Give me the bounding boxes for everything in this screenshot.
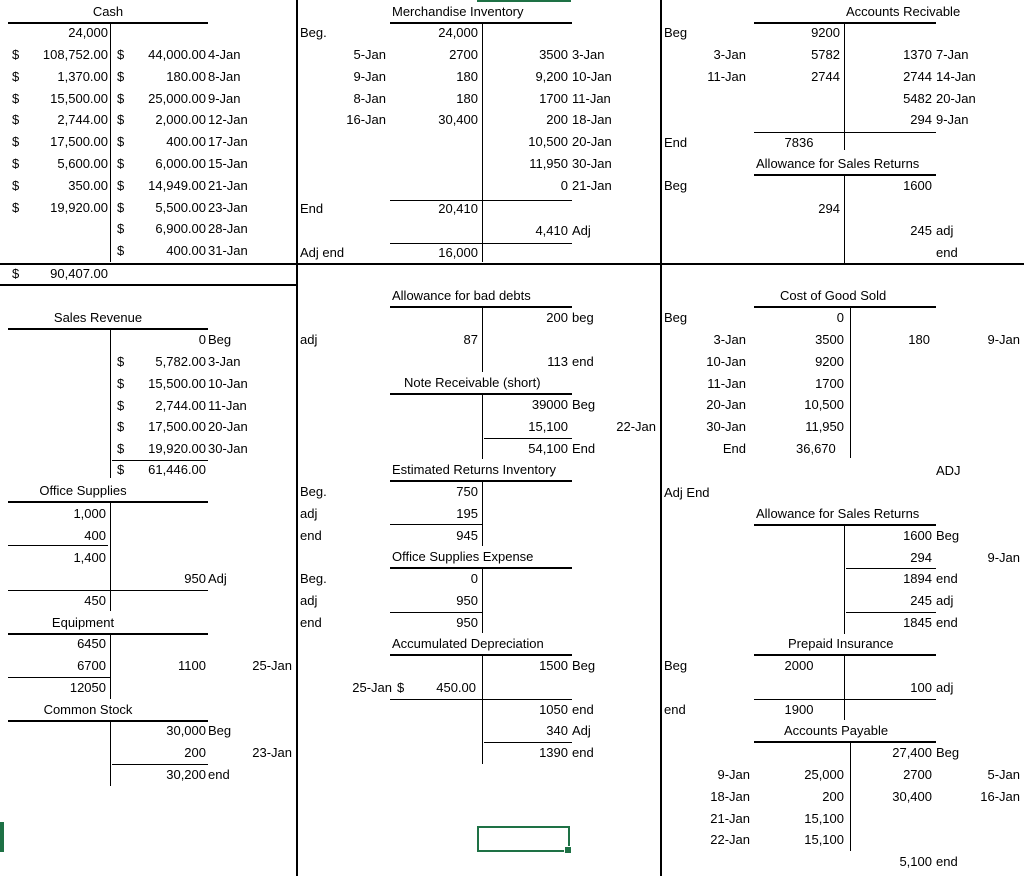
credit-date: 25-Jan: [252, 658, 292, 673]
adj-amount: 87: [463, 332, 478, 347]
beg-label: beg: [572, 310, 594, 325]
t-account-top-rule: [754, 741, 936, 743]
adj-label: ADJ: [936, 463, 961, 478]
subtotal-rule: [112, 764, 208, 765]
end-balance: 113: [547, 354, 568, 369]
credit-amount: 2744: [903, 68, 932, 84]
credit-date: 28-Jan: [208, 221, 248, 237]
debit-date: 11-Jan: [707, 375, 746, 391]
t-account-divider: [482, 393, 483, 459]
credit-date: 3-Jan: [208, 354, 241, 369]
credit-amount: 400.00: [166, 134, 206, 150]
account-title: Allowance for bad debts: [392, 288, 531, 303]
credit-amount: 25,000.00: [148, 90, 206, 106]
credit-amount: 9,200: [535, 68, 568, 84]
debit-amount: 19,920.00: [50, 199, 108, 215]
account-title: Accounts Recivable: [846, 4, 961, 19]
debit-date: 3-Jan: [713, 332, 746, 347]
t-account-top-rule: [390, 480, 572, 482]
beg-label: Beg: [664, 658, 688, 673]
dollar-sign: $: [117, 134, 125, 150]
t-account-divider: [110, 328, 111, 478]
credit-date: 12-Jan: [208, 112, 248, 128]
account-title: Sales Revenue: [53, 310, 143, 325]
adj-end-label: Adj End: [664, 485, 710, 500]
credit-date: 8-Jan: [208, 68, 241, 84]
credit-date: 20-Jan: [572, 134, 612, 150]
t-account-top-rule: [390, 567, 572, 569]
credit-date: 16-Jan: [980, 788, 1020, 804]
account-title: Accumulated Depreciation: [392, 636, 544, 651]
adjusted-end-balance: 1845: [903, 615, 932, 630]
active-cell-selection[interactable]: [477, 826, 570, 852]
credit-amount: 5,782.00: [155, 354, 206, 369]
debit-amount: 15,500.00: [50, 90, 108, 106]
credit-date: 17-Jan: [208, 134, 248, 150]
total-balance: 61,446.00: [148, 462, 206, 477]
credit-amount: 2700: [903, 767, 932, 782]
t-account-divider: [844, 174, 845, 264]
dollar-sign: $: [117, 419, 125, 435]
t-account-divider: [850, 741, 851, 851]
debit-date: 22-Jan: [710, 832, 750, 848]
credit-amount: 180: [908, 332, 930, 347]
adj-label: Adj: [572, 723, 591, 738]
amount: 0: [470, 571, 478, 586]
beg-label: Beg: [208, 723, 232, 738]
account-title: Equipment: [51, 615, 115, 630]
debit-amount: 10,500: [804, 397, 844, 413]
credit-date: 3-Jan: [572, 47, 605, 62]
credit-date: 20-Jan: [936, 90, 976, 106]
debit-amount: 2,744.00: [57, 112, 108, 128]
credit-date: 7-Jan: [936, 47, 969, 62]
end-balance: 7836: [784, 135, 814, 150]
subtotal-rule: [754, 699, 936, 700]
credit-date: 5-Jan: [987, 767, 1020, 782]
end-label: End: [722, 441, 746, 456]
credit-date: 4-Jan: [208, 47, 241, 62]
credit-amount: 30,400: [892, 788, 932, 804]
adj-end-label: Adj end: [300, 245, 345, 260]
adjusted-end-balance: 1390: [539, 745, 568, 760]
dollar-sign: $: [117, 90, 125, 106]
end-balance: 450: [84, 593, 106, 608]
credit-amount: 3500: [539, 47, 568, 62]
adj-label: adj: [936, 223, 954, 238]
debit-amount: 6450: [77, 636, 106, 651]
credit-date: 10-Jan: [572, 68, 612, 84]
debit-date: 9-Jan: [987, 550, 1020, 565]
credit-date: 23-Jan: [208, 199, 248, 215]
debit-date: 30-Jan: [706, 419, 746, 435]
dollar-sign: $: [12, 134, 20, 150]
credit-date: 15-Jan: [208, 156, 248, 171]
debit-amount: 5,600.00: [57, 156, 108, 171]
credit-date: 21-Jan: [572, 177, 612, 193]
dollar-sign: $: [117, 375, 125, 391]
credit-amount: 11,950: [529, 156, 568, 171]
end-label: end: [300, 615, 322, 630]
t-account-top-rule: [754, 654, 936, 656]
t-account-top-rule: [754, 306, 936, 308]
debit-date: 16-Jan: [346, 112, 386, 128]
debit-amount: 1,370.00: [57, 68, 108, 84]
account-title: Estimated Returns Inventory: [392, 462, 557, 477]
adj-amount: 340: [546, 723, 568, 738]
credit-amount: 200: [546, 112, 568, 128]
end-label: end: [300, 528, 322, 543]
credit-amount: 44,000.00: [148, 47, 206, 62]
debit-amount: 15,100: [804, 832, 844, 848]
t-account-divider: [110, 22, 111, 262]
end-label: End: [572, 441, 596, 456]
beg-balance: 27,400: [892, 745, 932, 760]
amount: 945: [456, 527, 478, 543]
beg-balance: 0: [836, 310, 844, 325]
credit-amount: 1100: [178, 658, 206, 673]
amount: 750: [456, 484, 478, 499]
subtotal-rule: [754, 132, 936, 133]
dollar-sign: $: [12, 156, 20, 171]
end-label: end: [936, 854, 958, 869]
dollar-sign: $: [397, 680, 405, 695]
debit-amount: 11,950: [805, 419, 844, 435]
dollar-sign: $: [12, 177, 20, 193]
credit-amount: 5,500.00: [155, 199, 206, 215]
dollar-sign: $: [117, 397, 125, 413]
credit-date: 9-Jan: [208, 90, 241, 106]
cash-balance: 90,407.00: [50, 266, 108, 281]
credit-amount: 15,100: [528, 419, 568, 434]
dollar-sign: $: [117, 177, 125, 193]
t-account-divider: [844, 22, 845, 150]
beg-balance: 2000: [784, 658, 814, 673]
debit-amount: 400: [84, 527, 106, 543]
end-label: end: [572, 354, 594, 369]
adj-amount: 245: [910, 223, 932, 238]
beg-balance: 200: [546, 310, 568, 325]
end-balance: 5,100: [899, 854, 932, 869]
beg-label: Beg: [664, 310, 688, 325]
end-balance: 1050: [539, 702, 568, 717]
credit-date: 21-Jan: [208, 177, 248, 193]
debit-amount: 180: [456, 90, 478, 106]
debit-amount: 2700: [449, 47, 478, 62]
end-balance: 36,670: [796, 441, 836, 456]
subtotal-rule: [390, 699, 572, 700]
adj-label: adj: [936, 593, 954, 608]
debit-amount: 3500: [815, 332, 844, 347]
account-title: Common Stock: [43, 702, 133, 717]
credit-date: 31-Jan: [208, 243, 248, 259]
t-account-top-rule: [390, 393, 572, 395]
dollar-sign: $: [117, 199, 125, 215]
credit-amount: 2,744.00: [155, 397, 206, 413]
end-balance: 20,410: [438, 201, 478, 216]
debit-date: 21-Jan: [710, 810, 750, 826]
account-title: Accounts Payable: [784, 723, 889, 738]
debit-amount: 1,400: [73, 549, 106, 565]
dollar-sign: $: [12, 68, 20, 84]
column-header-highlight: [477, 0, 571, 2]
beg-balance: 1600: [903, 528, 932, 543]
subtotal-rule: [8, 590, 208, 591]
t-account-divider: [482, 306, 483, 372]
beg-label: Beg.: [300, 571, 327, 586]
dollar-sign: $: [12, 266, 20, 281]
adj-label: adj: [300, 506, 318, 521]
t-account-divider: [482, 654, 483, 764]
credit-amount: 10,500: [528, 134, 568, 150]
subtotal-rule: [846, 612, 936, 613]
end-label: end: [664, 702, 686, 717]
beg-balance: 1500: [539, 658, 568, 673]
amount: 950: [456, 614, 478, 630]
debit-date: 3-Jan: [713, 47, 746, 62]
account-title: Office Supplies: [39, 483, 127, 498]
credit-date: 30-Jan: [572, 156, 612, 171]
debit-amount: 1700: [815, 375, 844, 391]
adj-label: adj: [300, 593, 318, 608]
beg-label: Beg: [664, 25, 688, 40]
debit-amount: 108,752.00: [42, 47, 108, 62]
debit-amount: 294: [910, 550, 932, 565]
end-label: end: [208, 767, 230, 782]
section-divider: [0, 263, 1024, 265]
opening-balance: 24,000: [68, 25, 108, 40]
debit-amount: 294: [818, 201, 840, 216]
beg-balance: 30,000: [166, 723, 206, 738]
debit-date: 20-Jan: [706, 397, 746, 413]
credit-amount: 400.00: [166, 243, 206, 259]
end-balance: 1894: [903, 571, 932, 586]
amount: 950: [456, 592, 478, 608]
beg-label: Beg: [664, 178, 688, 193]
credit-date: 18-Jan: [572, 112, 612, 128]
adj-label: Adj: [572, 223, 591, 238]
credit-date: 20-Jan: [208, 419, 248, 435]
credit-amount: 19,920.00: [148, 441, 206, 457]
debit-amount: 30,400: [438, 112, 478, 128]
credit-amount: 0: [560, 177, 568, 193]
debit-amount: 1,000: [73, 506, 106, 521]
adj-amount: 4,410: [535, 223, 568, 238]
beg-label: Beg: [208, 332, 232, 347]
adj-end-balance: 16,000: [438, 245, 478, 260]
t-account-top-rule: [754, 524, 936, 526]
subtotal-rule: [390, 524, 482, 525]
adj-label: adj: [300, 332, 318, 347]
dollar-sign: $: [12, 199, 20, 215]
beg-label: Beg.: [300, 25, 327, 40]
end-label: end: [572, 745, 594, 760]
beg-label: Beg: [572, 397, 596, 412]
dollar-sign: $: [117, 221, 125, 237]
t-account-top-rule: [390, 306, 572, 308]
dollar-sign: $: [117, 462, 125, 477]
account-title: Office Supplies Expense: [392, 549, 534, 564]
section-divider: [660, 0, 662, 876]
adj-amount: 100: [910, 680, 932, 695]
end-balance: 54,100: [528, 441, 568, 456]
credit-amount: 6,000.00: [155, 156, 206, 171]
amount: 195: [456, 505, 478, 521]
debit-amount: 15,100: [804, 810, 844, 826]
credit-date: 30-Jan: [208, 441, 248, 457]
subtotal-rule: [8, 545, 108, 546]
end-balance: 1900: [784, 702, 814, 717]
account-title: Merchandise Inventory: [392, 4, 524, 19]
debit-date: 25-Jan: [352, 680, 392, 695]
end-label: End: [300, 201, 324, 216]
debit-date: 5-Jan: [353, 47, 386, 62]
adj-amount: 950: [184, 571, 206, 586]
credit-date: 23-Jan: [252, 745, 292, 760]
dollar-sign: $: [12, 47, 20, 62]
row-header-highlight: [0, 822, 4, 852]
debit-amount: 25,000: [804, 767, 844, 782]
debit-date: 8-Jan: [353, 90, 386, 106]
end-label: end: [936, 571, 958, 586]
dollar-sign: $: [12, 90, 20, 106]
credit-amount: 1700: [539, 90, 568, 106]
debit-amount: 450.00: [436, 680, 476, 695]
credit-date: 9-Jan: [936, 112, 969, 128]
dollar-sign: $: [117, 68, 125, 84]
t-account-divider: [850, 306, 851, 458]
credit-amount: 180.00: [166, 68, 206, 84]
t-account-divider: [110, 501, 111, 611]
beg-label: Beg: [936, 528, 960, 543]
beg-balance: 9200: [811, 25, 840, 40]
beg-balance: 24,000: [438, 25, 478, 40]
account-title: Cash: [92, 4, 124, 19]
credit-amount: 6,900.00: [155, 221, 206, 237]
beg-label: Beg: [572, 658, 596, 673]
beg-balance: 39000: [531, 397, 568, 412]
subtotal-rule: [846, 568, 936, 569]
t-account-divider: [482, 567, 483, 633]
credit-amount: 17,500.00: [148, 419, 206, 435]
end-label: end: [936, 245, 958, 260]
debit-amount: 180: [456, 68, 478, 84]
debit-amount: 17,500.00: [50, 134, 108, 150]
credit-amount: 14,949.00: [148, 177, 206, 193]
t-account-divider: [844, 524, 845, 634]
end-label: end: [572, 702, 594, 717]
debit-date: 11-Jan: [707, 68, 746, 84]
debit-date: 10-Jan: [706, 353, 746, 369]
t-account-divider: [844, 654, 845, 720]
adj-label: adj: [936, 680, 954, 695]
subtotal-rule: [484, 438, 572, 439]
credit-amount: 15,500.00: [148, 375, 206, 391]
t-account-divider: [482, 480, 483, 546]
t-account-divider: [110, 633, 111, 699]
debit-amount: 2744: [811, 68, 840, 84]
end-balance: 30,200: [166, 767, 206, 782]
credit-date: 11-Jan: [208, 397, 247, 413]
end-label: End: [664, 135, 688, 150]
account-title: Allowance for Sales Returns: [756, 156, 920, 171]
beg-balance: 1600: [903, 178, 932, 193]
debit-amount: 200: [822, 788, 844, 804]
dollar-sign: $: [117, 243, 125, 259]
dollar-sign: $: [117, 156, 125, 171]
debit-date: 9-Jan: [353, 68, 386, 84]
debit-amount: 6700: [77, 657, 106, 673]
account-title: Cost of Good Sold: [780, 288, 887, 303]
debit-date: 18-Jan: [710, 788, 750, 804]
credit-date: 14-Jan: [936, 68, 976, 84]
fill-handle[interactable]: [564, 846, 572, 854]
dollar-sign: $: [117, 441, 125, 457]
account-title: Allowance for Sales Returns: [756, 506, 920, 521]
debit-amount: 350.00: [68, 177, 108, 193]
dollar-sign: $: [117, 47, 125, 62]
t-account-top-rule: [8, 501, 208, 503]
credit-amount: 2,000.00: [155, 112, 206, 128]
section-divider: [0, 284, 296, 286]
beg-balance: 0: [198, 332, 206, 347]
dollar-sign: $: [117, 354, 125, 369]
credit-date: 22-Jan: [616, 419, 656, 434]
section-divider: [296, 0, 298, 876]
t-account-divider: [110, 720, 111, 786]
t-account-top-rule: [754, 174, 936, 176]
debit-date: 9-Jan: [717, 767, 750, 782]
t-account-top-rule: [390, 654, 572, 656]
credit-date: 10-Jan: [208, 375, 248, 391]
t-account-divider: [482, 22, 483, 262]
subtotal-rule: [484, 742, 572, 743]
credit-amount: 5482: [903, 90, 932, 106]
account-title: Prepaid Insurance: [788, 636, 894, 651]
account-title: Note Receivable (short): [404, 375, 541, 390]
credit-amount: 1370: [903, 47, 932, 62]
debit-amount: 12050: [69, 679, 106, 695]
adj-amount: 245: [910, 593, 932, 608]
debit-amount: 9200: [815, 353, 844, 369]
credit-date: 9-Jan: [987, 332, 1020, 347]
credit-amount: 294: [910, 112, 932, 128]
adj-label: Adj: [208, 571, 227, 586]
dollar-sign: $: [12, 112, 20, 128]
credit-date: 11-Jan: [572, 90, 611, 106]
beg-label: Beg.: [300, 484, 327, 499]
t-account-top-rule: [8, 328, 208, 330]
dollar-sign: $: [117, 112, 125, 128]
credit-amount: 200: [184, 745, 206, 760]
beg-label: Beg: [936, 745, 960, 760]
end-label: end: [936, 615, 958, 630]
debit-amount: 5782: [811, 47, 840, 62]
